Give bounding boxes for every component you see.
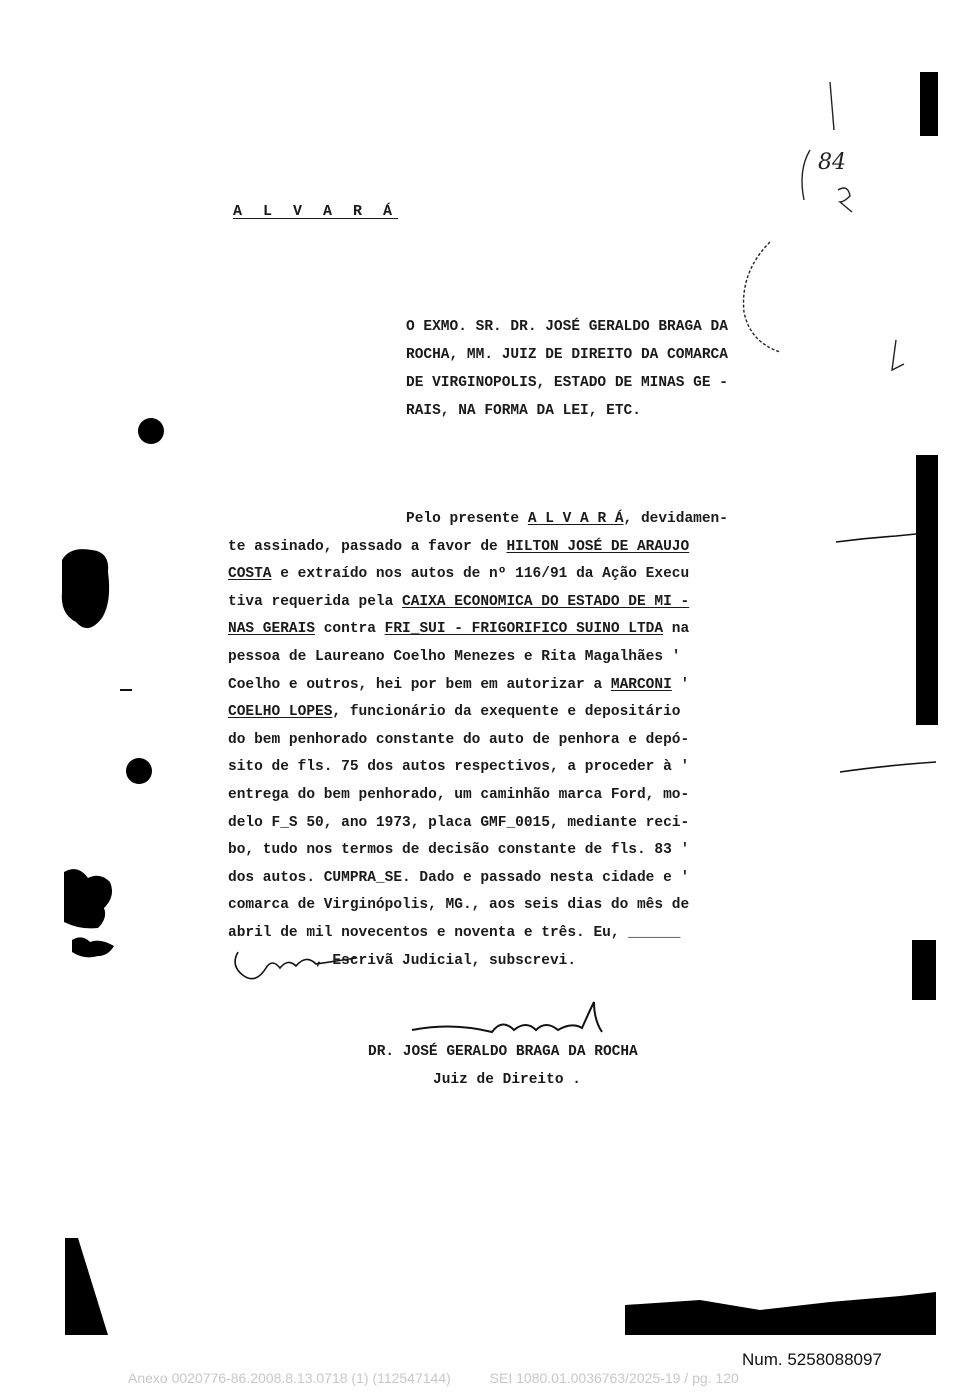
edge-bar-low (912, 940, 936, 1000)
body-line: Pelo presente A L V A R Á, devidamen- (406, 511, 728, 527)
document-number: Num. 5258088097 (742, 1350, 882, 1369)
body-line: entrega do bem penhorado, um caminhão marca Ford, mo- (228, 786, 690, 803)
body-line: delo F_S 50, ano 1973, placa GMF_0015, mediante reci- (228, 814, 690, 831)
body-line: COELHO LOPES, funcionário da exequente e depositário (228, 704, 681, 721)
body-line: abril de mil novecentos e noventa e três. Eu, ______ (228, 924, 681, 941)
corner-shadow-left (65, 1238, 108, 1335)
address-block (406, 313, 826, 425)
punch-blob-2 (64, 869, 112, 928)
body-line: sito de fls. 75 dos autos respectivos, a proceder à ' (228, 759, 690, 776)
punch-blob-3 (72, 937, 114, 957)
document-title: A L V A R Á (233, 203, 399, 220)
corner-shadow-right (625, 1292, 936, 1335)
body-line: bo, tudo nos termos de decisão constante de fls. 83 ' (228, 842, 690, 859)
body-line: te assinado, passado a favor de HILTON JOSÉ DE ARAUJO (228, 538, 690, 555)
handwritten-r (838, 188, 852, 212)
handwritten-4 (892, 340, 904, 370)
address-line: RAIS, NA FORMA DA LEI, ETC. (406, 403, 641, 419)
document-reference: Anexo 0020776-86.2008.8.13.0718 (1) (112547144) SEI 1080.01.0036763/2025-19 / pg. 120 (128, 1370, 739, 1386)
edge-bar-top (920, 72, 938, 136)
body-line: pessoa de Laureano Coelho Menezes e Rita Magalhães ' (228, 648, 681, 665)
margin-scrawl (836, 534, 916, 542)
body-line: NAS GERAIS contra FRI_SUI - FRIGORIFICO SUINO LTDA na (228, 621, 690, 638)
body-line: comarca de Virginópolis, MG., aos seis dias do mês de (228, 897, 690, 914)
edge-bar-mid (916, 455, 938, 725)
bracket-mark (802, 150, 810, 200)
judge-signature (412, 1002, 602, 1032)
body-line: , Escrivã Judicial, subscrevi. (228, 952, 577, 969)
body-line: do bem penhorado constante do auto de penhora e depó- (228, 731, 690, 748)
body-text (228, 506, 828, 975)
judge-role: Juiz de Direito . (433, 1072, 581, 1088)
body-line: Coelho e outros, hei por bem em autorizar a MARCONI ' (228, 676, 690, 693)
address-line: O EXMO. SR. DR. JOSÉ GERALDO BRAGA DA (406, 319, 728, 335)
address-line: DE VIRGINOPOLIS, ESTADO DE MINAS GE - (406, 375, 728, 391)
judge-name: DR. JOSÉ GERALDO BRAGA DA ROCHA (368, 1044, 638, 1060)
punch-hole-2 (126, 758, 152, 784)
body-line: tiva requerida pela CAIXA ECONOMICA DO ESTADO DE MI - (228, 593, 690, 610)
body-line: COSTA e extraído nos autos de nº 116/91 da Ação Execu (228, 566, 690, 583)
punch-hole-1 (138, 418, 164, 444)
page-number: 84 (818, 150, 846, 175)
tick-mark (830, 82, 834, 130)
body-line: dos autos. CUMPRA_SE. Dado e passado nesta cidade e ' (228, 869, 690, 886)
address-line: ROCHA, MM. JUIZ DE DIREITO DA COMARCA (406, 347, 728, 363)
punch-blob-1 (62, 549, 109, 628)
margin-scrawl-2 (840, 762, 936, 772)
